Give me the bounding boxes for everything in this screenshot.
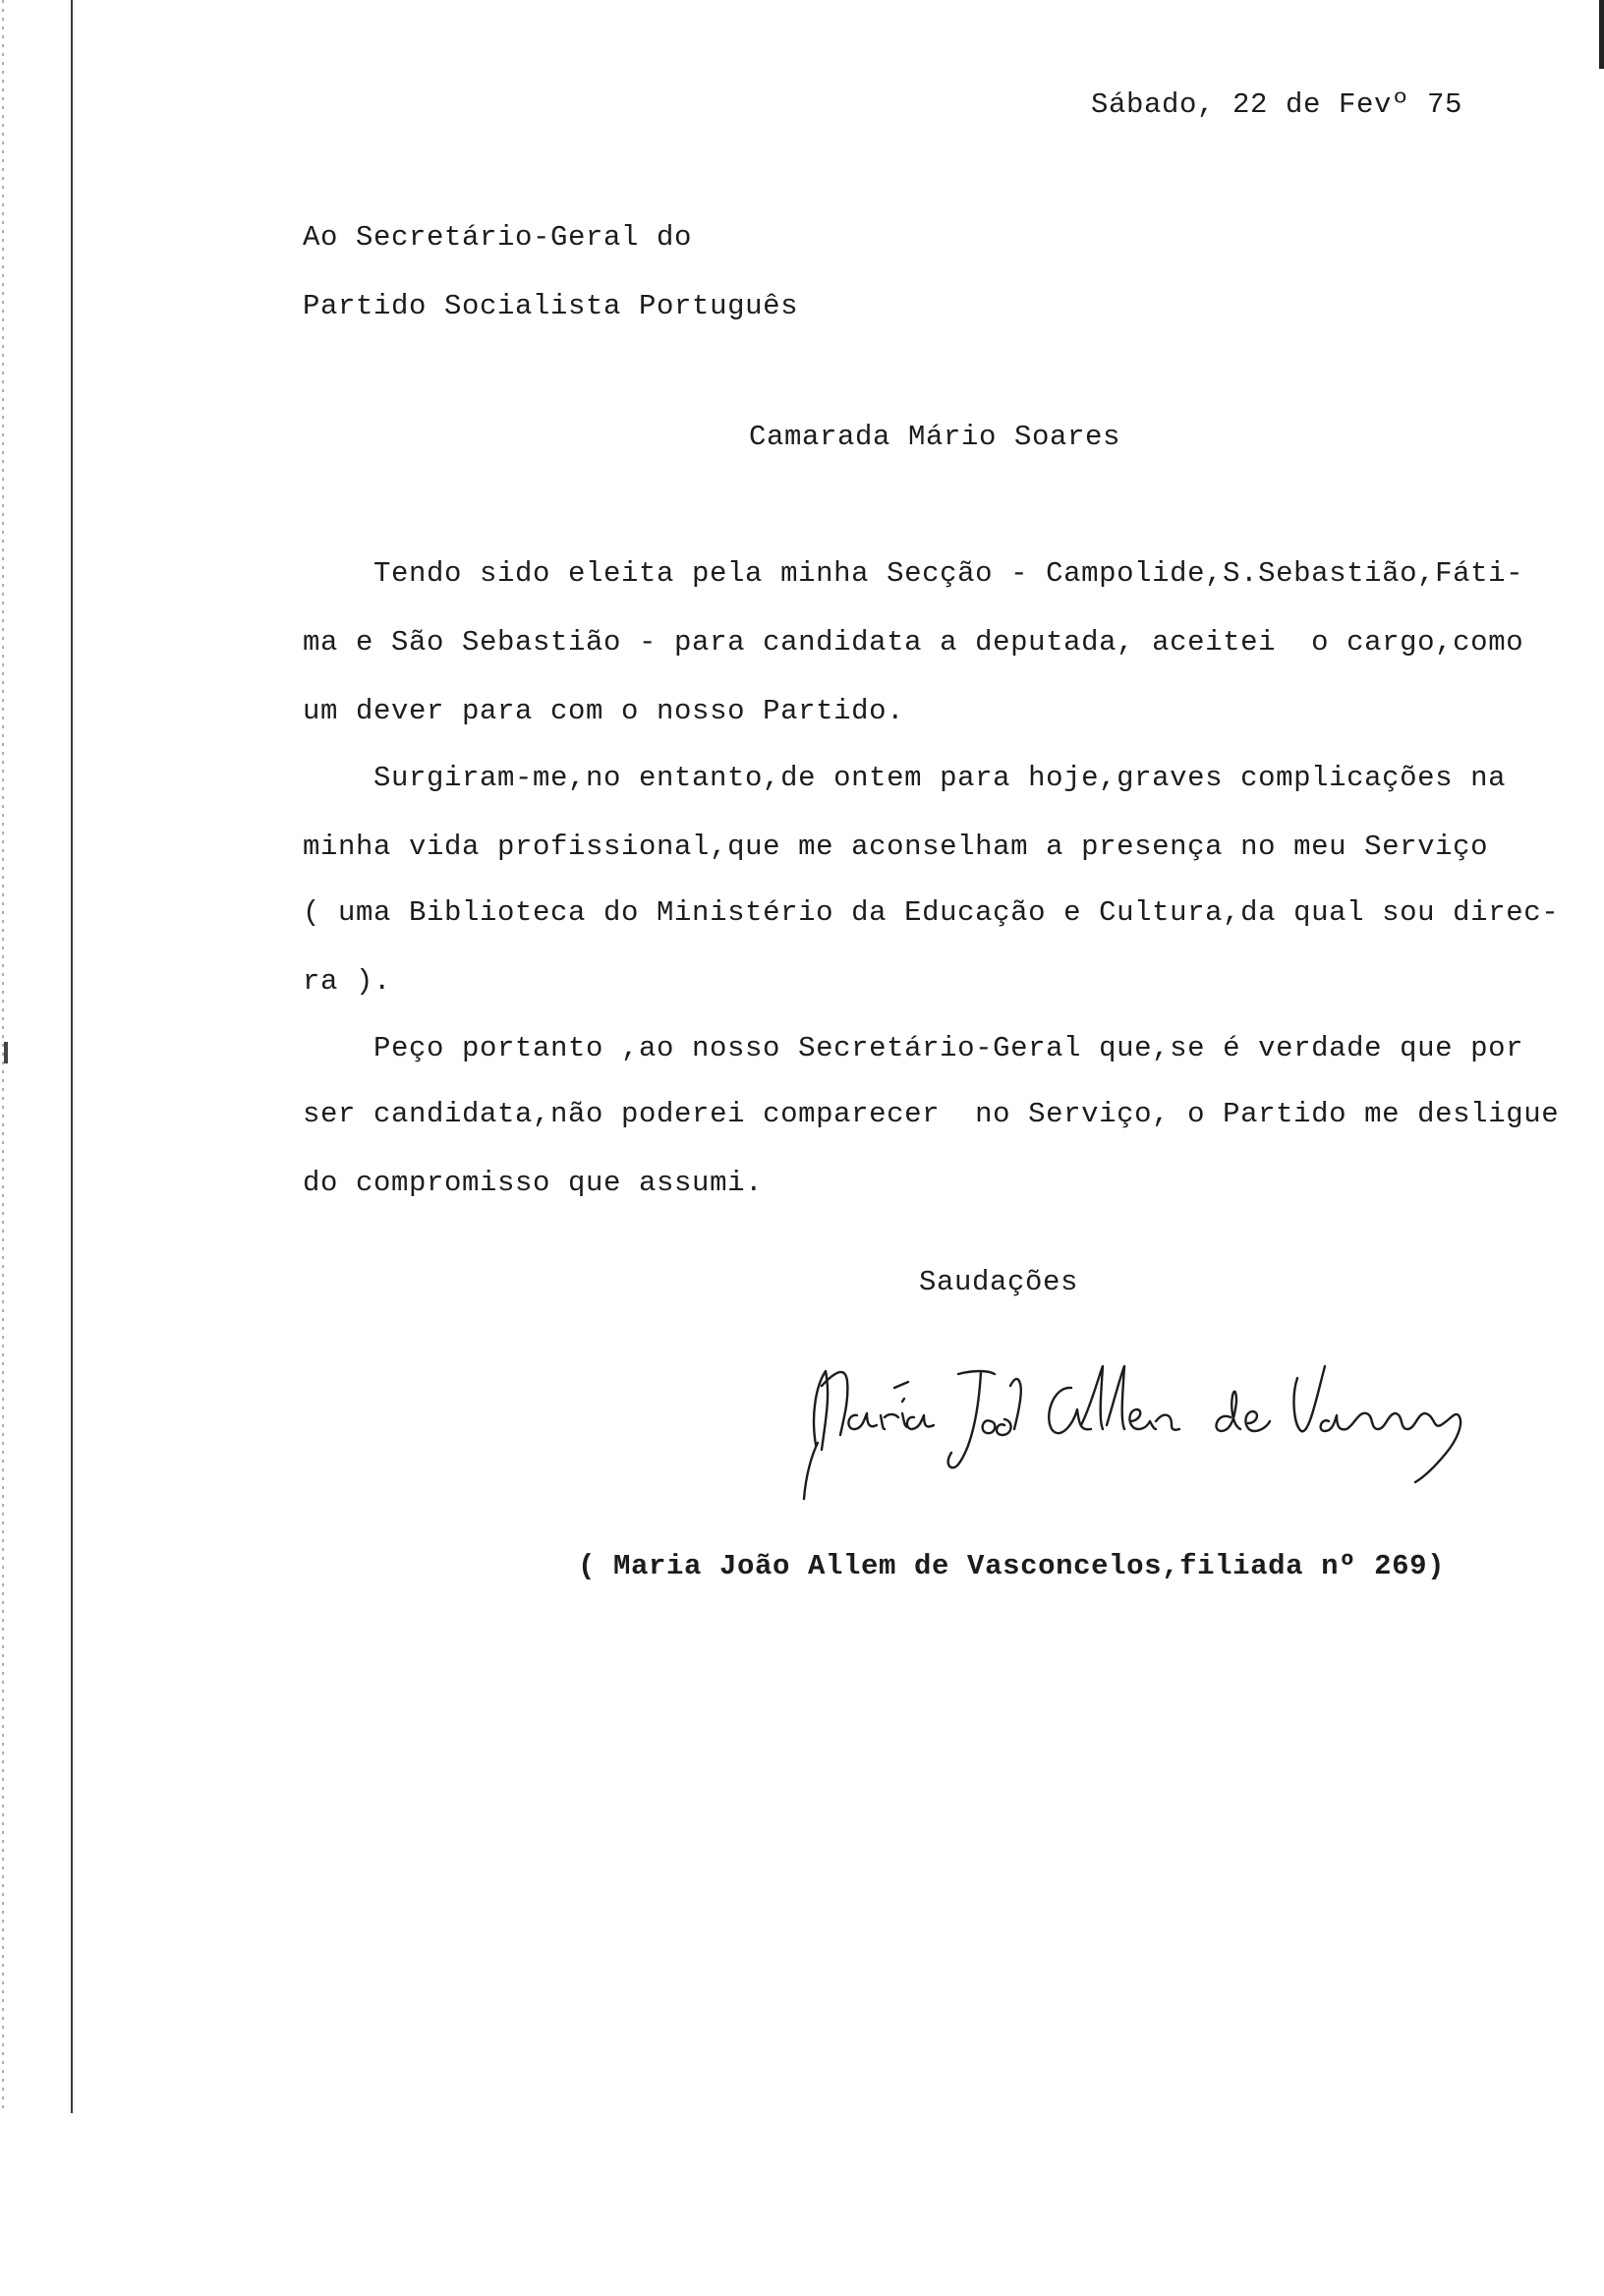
paragraph-2-line-2: minha vida profissional,que me aconselham a presença no meu Serviço [303, 831, 1489, 863]
paragraph-3-line-1: Peço portanto ,ao nosso Secretário-Geral que,se é verdade que por [373, 1032, 1524, 1064]
paragraph-3-line-2: ser candidata,não poderei comparecer no Serviço, o Partido me desligue [303, 1098, 1560, 1130]
scan-corner-mark [1599, 0, 1604, 69]
letter-date: Sábado, 22 de Fevº 75 [1091, 88, 1463, 121]
signed-name: ( Maria João Allem de Vasconcelos,filiada nº 269) [578, 1550, 1446, 1582]
scan-edge-mark [4, 1042, 8, 1063]
handwritten-signature [786, 1327, 1494, 1504]
scan-margin-line [71, 0, 73, 2113]
recipient-line-2: Partido Socialista Português [303, 290, 799, 322]
paragraph-2-line-1: Surgiram-me,no entanto,de ontem para hoje,graves complicações na [373, 762, 1507, 794]
paragraph-2-line-4: ra ). [303, 965, 392, 998]
paragraph-1-line-3: um dever para com o nosso Partido. [303, 695, 905, 727]
paragraph-3-line-3: do compromisso que assumi. [303, 1167, 764, 1199]
paragraph-1-line-1: Tendo sido eleita pela minha Secção - Campolide,S.Sebastião,Fáti- [373, 557, 1524, 590]
salutation: Camarada Mário Soares [749, 421, 1121, 453]
closing: Saudações [919, 1266, 1079, 1298]
paragraph-1-line-2: ma e São Sebastião - para candidata a deputada, aceitei o cargo,como [303, 626, 1524, 659]
paragraph-2-line-3: ( uma Biblioteca do Ministério da Educação e Cultura,da qual sou direc- [303, 896, 1560, 929]
recipient-line-1: Ao Secretário-Geral do [303, 221, 693, 254]
